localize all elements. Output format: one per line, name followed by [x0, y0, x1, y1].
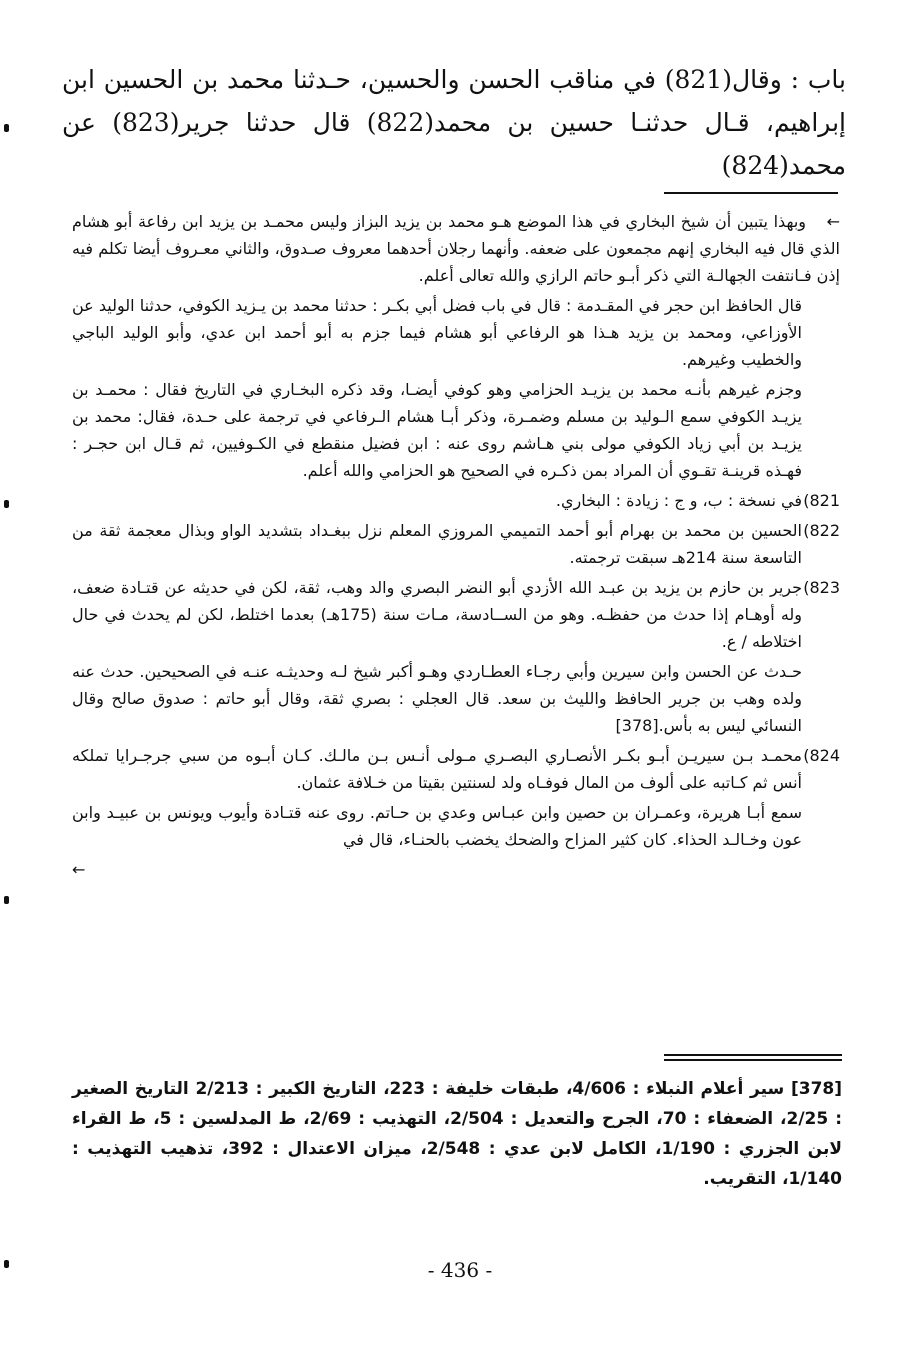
- continuation-text: قال الحافظ ابن حجر في المقـدمة : قال في باب فضل أبي بكـر : حدثنا محمد بن يـزيد الكوفي، حدثنا الوليد عن الأوزاعي، ومحمد بن يزيد هـذا هو الرفاعي أبو هشام فيما جزم به أبو أحمد ابن عدي، وأبو الوليد الباجي والخطيب وغيرهم.: [72, 296, 802, 369]
- continuation-text: وجزم غيرهم بأنـه محمد بن يزيـد الحزامي وهو كوفي أيضـا، وقد ذكره البخـاري في التاريخ فقال : محمـد بن يزيـد الكوفي سمع الـوليد بن مسلم وضمـرة، وذكر أبـا هشام الـرفاعي في ترجمة على حـدة، فقال: محمد بن يزيـد بن أبي زياد الكوفي مولى بني هـاشم روى عنه : ابن فضيل منقطع في الكـوفيين، ثم قـال ابن حجـر : فهـذه قرينـة تقـوي أن المراد بمن ذكـره في الصحيح هو الحزامي والله أعلم.: [72, 380, 802, 480]
- continuation-text: وبهذا يتبين أن شيخ البخاري في هذا الموضع هـو محمد بن يزيد البزاز وليس محمـد بن يزيد ابن رفاعة أبو هشام الذي قال فيه البخاري إنهم مجمعون على ضعفه. وأنهما رجلان أحدهما معروف صـدوق، والثاني معـروف أيضا تكلم فيه إذن فـانتفت الجهالـة التي ذكر أبـو حاتم الرازي والله تعالى أعلم.: [72, 212, 840, 285]
- continuation-arrow-icon: ←: [826, 212, 840, 231]
- footnote-822: [72, 517, 840, 571]
- footnote-text: محمـد بـن سيريـن أبـو بكـر الأنصـاري البصـري مـولى أنـس بـن مالـك. كـان أبـوه من سبي جرجـرايا تملكه أنس ثم كـاتبه على ألوف من المال فوفـاه ولد لسنتين بقيتا من خـلافة عثمان.: [72, 746, 802, 792]
- footnote-821: [72, 487, 840, 514]
- scan-mark: [4, 896, 9, 904]
- page-number: - 436 -: [427, 1258, 493, 1282]
- footnote-number: 824): [803, 746, 840, 765]
- footnote-number: 821): [803, 491, 840, 510]
- continues-arrow-icon: ←: [72, 860, 86, 879]
- footnote-824: [72, 742, 840, 796]
- chapter-heading: [62, 58, 846, 187]
- scan-mark: [4, 500, 9, 508]
- footnote-text: في نسخة : ب، و ج : زيادة : البخاري.: [555, 491, 802, 510]
- footnote-text: سمع أبـا هريرة، وعمـران بن حصين وابن عبـاس وعدي بن حـاتم. روى عنه قتـادة وأيوب ويونس بن عبيـد وابن عون وخـالـد الحذاء. كان كثير المزاح والضحك يخضب بالحنـاء، قال في: [72, 803, 802, 849]
- continuation-paragraph: [72, 208, 840, 289]
- chapter-heading-text: باب : وقال(821) في مناقب الحسن والحسين، حـدثنا محمد بن الحسين ابن إبراهيم، قـال حدثنـا حسين بن محمد(822) قال حدثنا جرير(823) عن محمد(824): [62, 65, 846, 180]
- footnote-824-continuation: [72, 799, 840, 853]
- footnote-number: 822): [803, 521, 840, 540]
- references-block: [72, 1074, 842, 1194]
- footnote-number: 823): [803, 578, 840, 597]
- footnotes-section: [72, 208, 840, 883]
- footnote-text: الحسين بن محمد بن بهرام أبو أحمد التميمي المروزي المعلم نزل ببغـداد بتشديد الواو وبذال معجمة ثقة من التاسعة سنة 214هـ سبقت ترجمته.: [72, 521, 802, 567]
- footnote-823: [72, 574, 840, 655]
- heading-divider: [664, 192, 838, 194]
- scan-mark: [4, 124, 9, 132]
- continuation-paragraph: [72, 292, 840, 373]
- continuation-paragraph: [72, 376, 840, 484]
- footnote-text: جرير بن حازم بن يزيد بن عبـد الله الأزدي أبو النضر البصري والد وهب، ثقة، لكن في حديثه عن قتـادة ضعف، وله أوهـام إذا حدث من حفظـه. وهو من الســادسة، مـات سنة (175هـ) بعدما اختلط، لكن لم يحدث في حال اختلاطه / ع.: [72, 578, 803, 651]
- footnote-823-continuation: [72, 658, 840, 739]
- scan-mark: [4, 1260, 9, 1268]
- footnote-text: حـدث عن الحسن وابن سيرين وأبي رجـاء العطـاردي وهـو أكبر شيخ لـه وحديثـه عنـه في الصحيحين. حدث عنه ولده وهب بن جرير الحافظ والليث بن سعد. قال العجلي : بصري ثقة، وقال أبو حاتم : صدوق صالح وقال النسائي ليس به بأس.[378]: [72, 662, 802, 735]
- references-text: [378] سير أعلام النبلاء : 4/606، طبقات خليفة : 223، التاريخ الكبير : 2/213 التاريخ الصغير : 2/25، الضعفاء : 70، الجرح والتعديل : 2/504، التهذيب : 2/69، ط المدلسين : 5، ط القراء لابن الجزري : 1/190، الكامل لابن عدي : 2/548، ميزان الاعتدال : 392، تذهيب التهذيب : 1/140، التقريب.: [72, 1079, 843, 1189]
- references-divider: [664, 1054, 842, 1061]
